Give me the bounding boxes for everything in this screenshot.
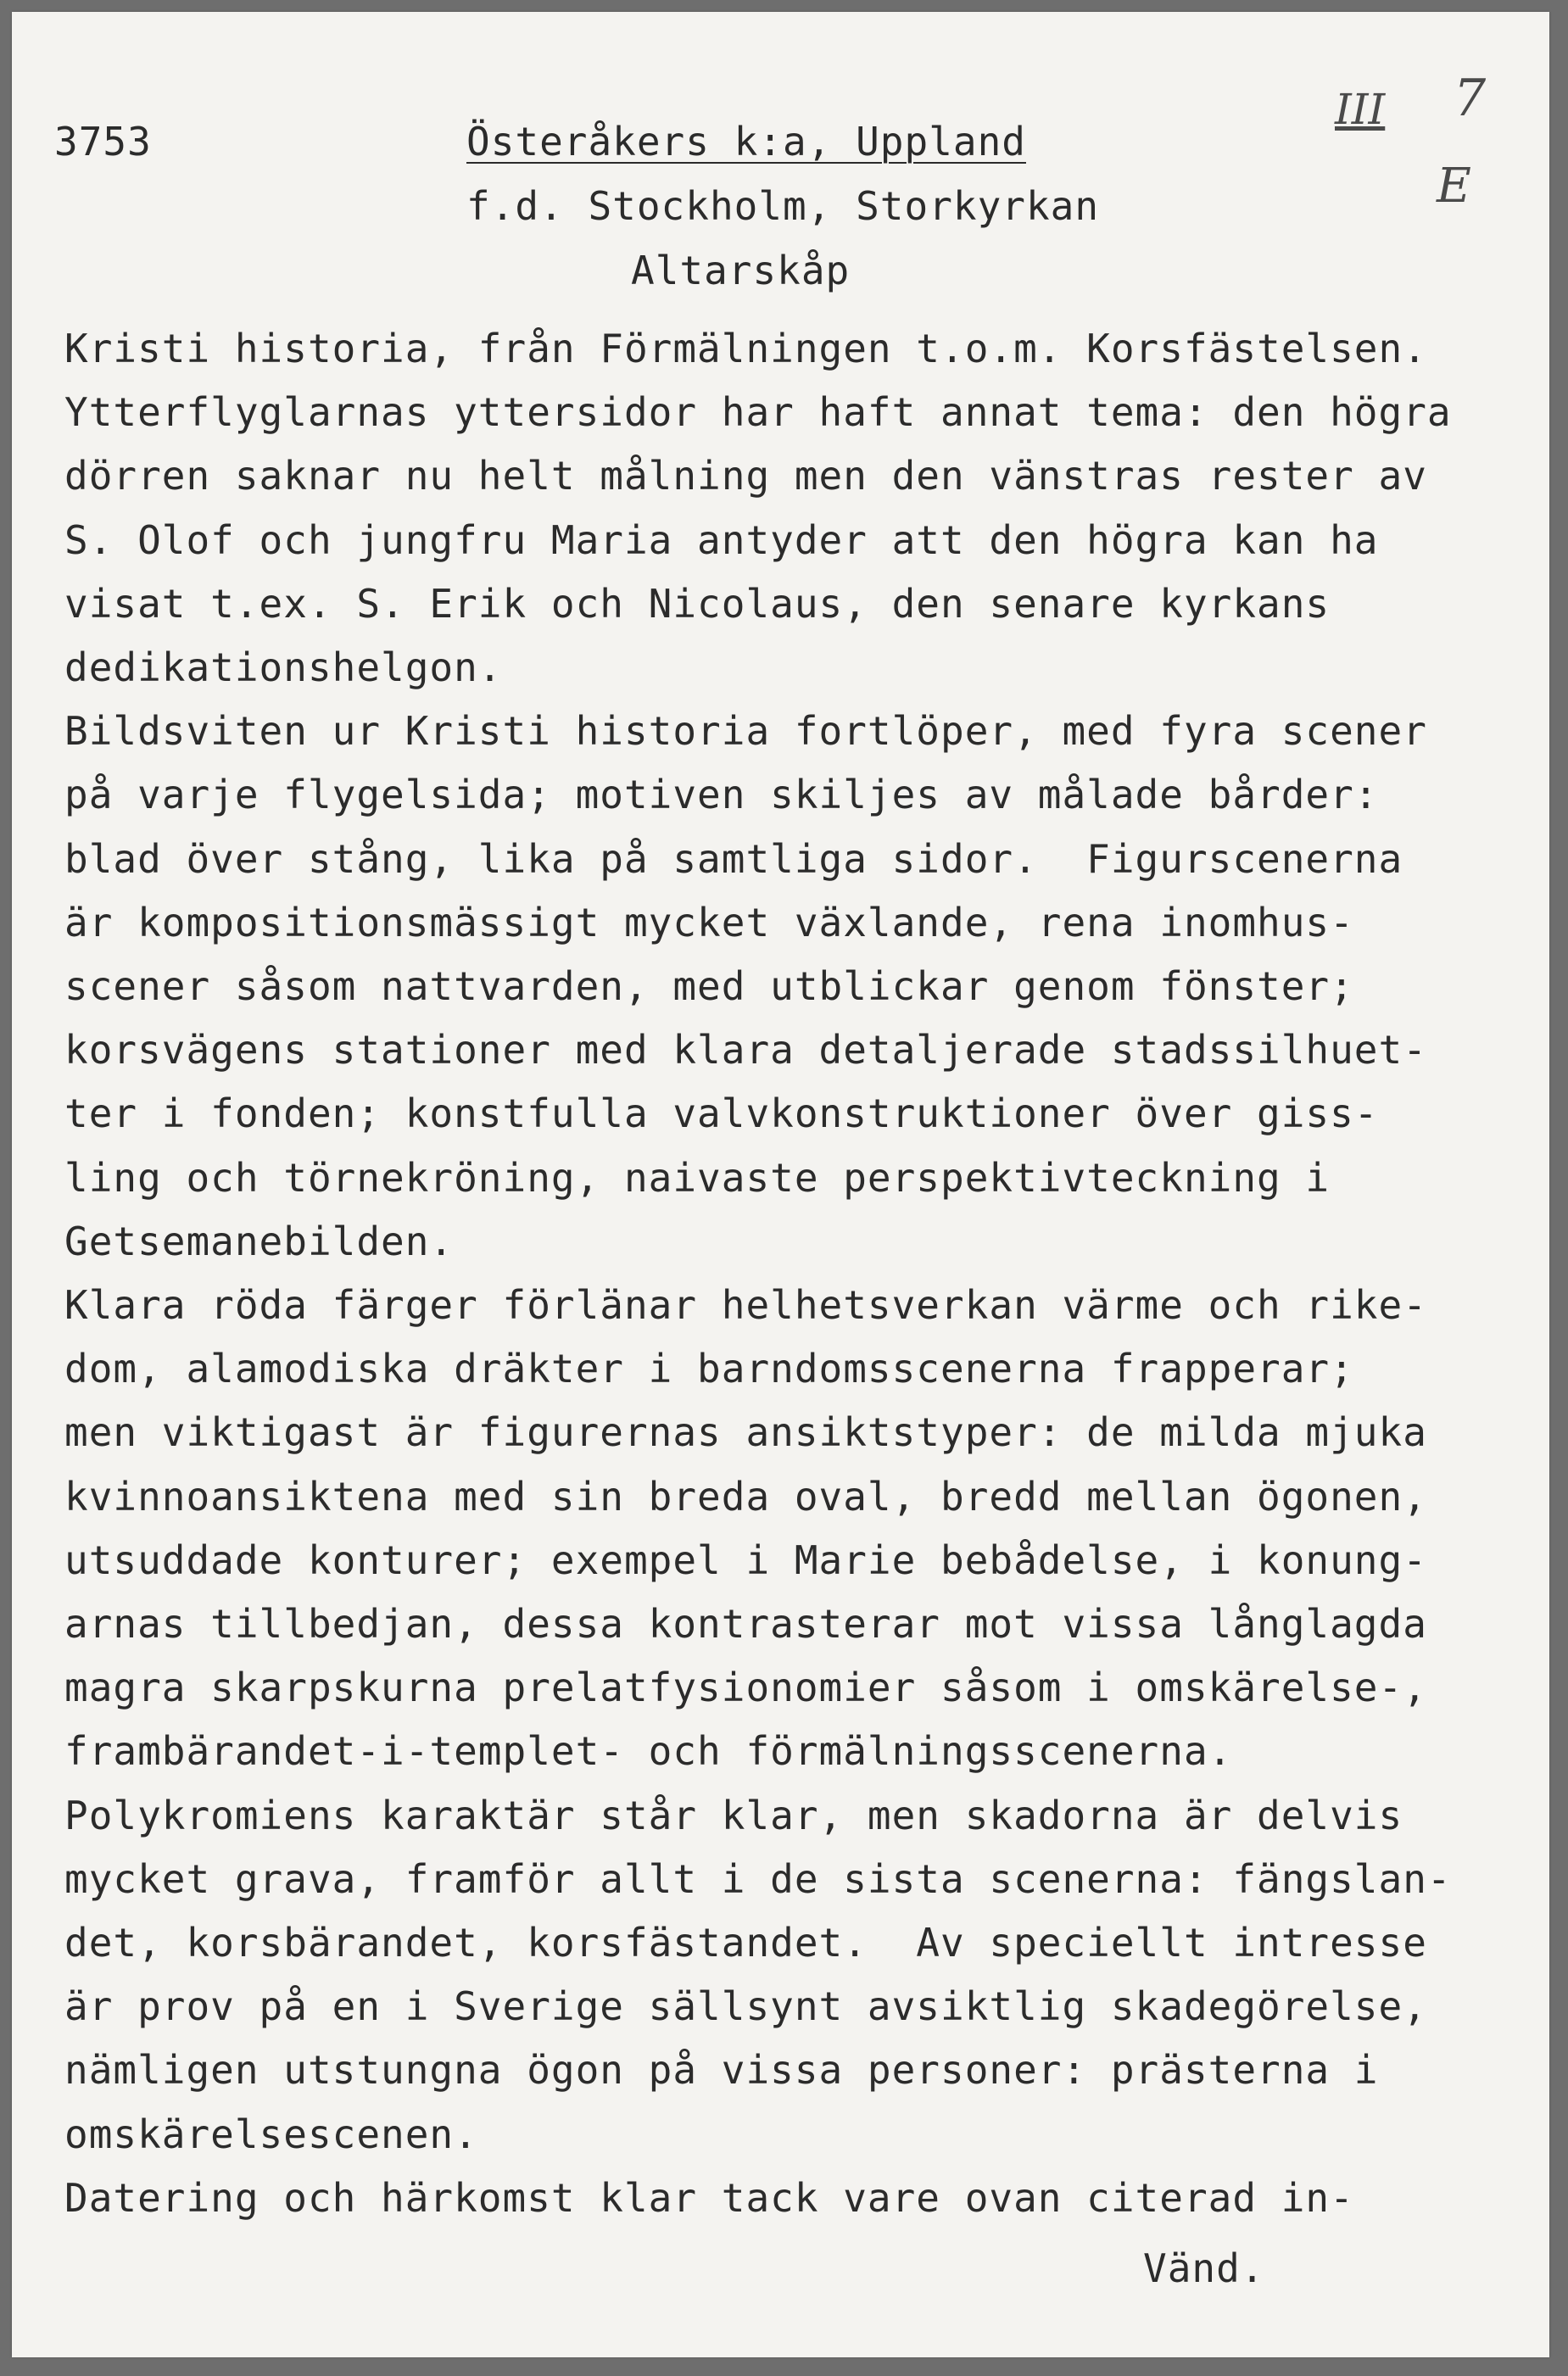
handwritten-note-roman: III [1335,85,1386,134]
object-title: Altarskåp [631,248,851,293]
handwritten-note-letter: E [1437,159,1471,214]
card-heading: Österåkers k:a, Uppland [466,119,1026,165]
card-subheading: f.d. Stockholm, Storkyrkan [466,183,1100,229]
turn-over-note: Vänd. [1143,2245,1265,2291]
card-number: 3753 [54,119,152,165]
card-body-text: Kristi historia, från Förmälningen t.o.m. Korsfästelsen. Ytterflyglarnas yttersidor har haft annat tema: den högra dörren saknar nu helt målning men den vänstras rester av S. Olof och jungfru Maria antyder att den högra kan ha visat t.ex. S. Erik och Nicolaus, den senare kyrkans dedikationshelgon. Bildsviten ur Kristi historia fortlöper, med fyra scener på varje flygelsida; motiven skiljes av målade bårder: blad över stång, lika på samtliga sidor. Figurscenerna är kompositionsmässigt mycket växlande, rena inomhus- scener såsom nattvarden, med utblickar genom fönster; korsvägens stationer med klara detaljerade stadssilhuet- ter i fonden; konstfulla valvkonstruktioner över giss- ling och törnekröning, naivaste perspektivteckning i Getsemanebilden. Klara röda färger förlänar helhetsverkan värme och rike- dom, alamodiska dräkter i barndomsscenerna frapperar; men viktigast är figurernas ansiktstyper: de milda mjuka kvinnoansiktena med sin breda oval, bredd mellan ögonen, utsuddade konturer; exempel i Marie bebådelse, i konung- arnas tillbedjan, dessa kontrasterar mot vissa långlagda magra skarpskurna prelatfysionomier såsom i omskärelse-, frambärandet-i-templet- och förmälningsscenerna. Polykromiens karaktär står klar, men skadorna är delvis mycket grava, framför allt i de sista scenerna: fängslan- det, korsbärandet, korsfästandet. Av speciellt intresse är prov på en i Sverige sällsynt avsiktlig skadegörelse, nämligen utstungna ögon på vissa personer: prästerna i omskärelsescenen. Datering och härkomst klar tack vare ovan citerad in- [64,326,1452,2221]
handwritten-note-number: 7 [1454,69,1487,128]
index-card [12,12,1549,2357]
